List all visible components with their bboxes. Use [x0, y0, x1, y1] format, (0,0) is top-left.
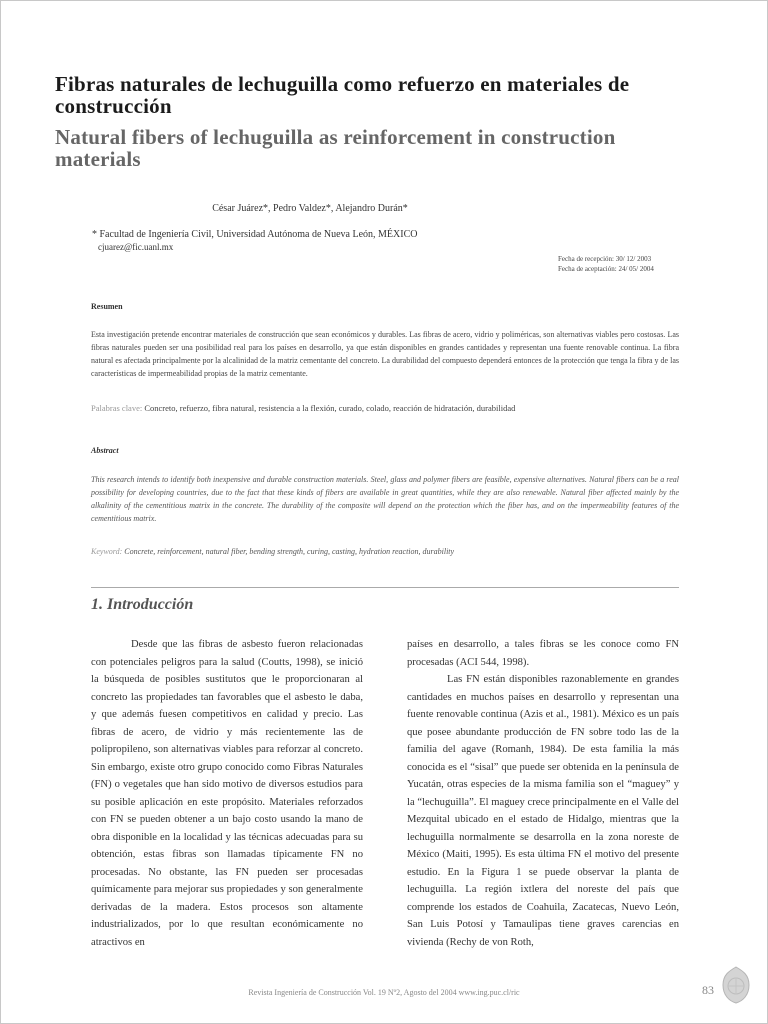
page-number: 83: [702, 983, 714, 997]
section-divider: [91, 587, 679, 588]
title-spanish: Fibras naturales de lechuguilla como refuerzo en materiales de construcción: [55, 72, 630, 118]
resumen-text: Esta investigación pretende encontrar materiales de construcción que sean económicos y durables. Las fibras de acero, vidrio y poliméricas, son alternativas viables pero costosas. Las fibras naturales pueden ser una posibilidad real para los países en desarrollo, ya que están disponibles en grandes cantidades y representan una fuente renovable continua. La fibra natural es afectada principalmente por la alcalinidad de la matriz cementante del concreto. La durabilidad del compuesto dependerá entonces de la protección que tenga la fibra y de las características de impermeabilidad propias de la matriz cementante.: [91, 330, 679, 378]
keywords-text-en: Concrete, reinforcement, natural fiber, bending strength, curing, casting, hydration reaction, durability: [124, 547, 455, 556]
email: cjuarez@fic.uanl.mx: [98, 242, 174, 252]
column-right: [407, 636, 679, 951]
accepted-date: Fecha de aceptación: 24/ 05/ 2004: [558, 265, 654, 273]
keywords-label: Palabras clave:: [91, 403, 143, 413]
intro-paragraph-2: Las FN están disponibles razonablemente en grandes cantidades en muchos países en desarrollo y representan una fuente renovable continua (Azis et al., 1981). México es un país que posee abundante producción de FN sobre todo las de la familia del agave (Romanh, 1984). De esta familia la más conocida es el “sisal” que puede ser obtenida en la península de Yucatán, otras especies de la misma familia son el “maguey” y la “lechuguilla”. El maguey crece principalmente en el Valle del Mezquital ubicado en el estado de Hidalgo, mientras que la lechuguilla normalmente se desarrolla en la zona noreste de México (Maiti, 1995). Es esta última FN el motivo del presente estudio. En la Figura 1 se puede observar la planta de lechuguilla. La región ixtlera del noreste del país que comprende los estados de Coahuila, Zacatecas, Nuevo León, San Luis Potosí y Tamaulipas tiene graves carencias en vivienda (Rechy de von Roth,: [407, 674, 679, 948]
keywords-label-en: Keyword:: [91, 547, 123, 556]
affiliation-block: [92, 228, 652, 254]
abstract-keywords: [91, 545, 679, 558]
keywords-text: Concreto, refuerzo, fibra natural, resistencia a la flexión, curado, colado, reacción de hidratación, durabilidad: [144, 403, 516, 413]
received-date: Fecha de recepción: 30/ 12/ 2003: [558, 255, 652, 263]
resumen-heading: Resumen: [91, 302, 123, 311]
dates-block: [468, 254, 678, 274]
affiliation: * Facultad de Ingeniería Civil, Universidad Autónoma de Nueva León, MÉXICO: [92, 229, 418, 240]
journal-footer: Revista Ingeniería de Construcción Vol. 19 Nº2, Agosto del 2004 www.ing.puc.cl/ric: [248, 988, 520, 997]
title-english: Natural fibers of lechuguilla as reinforcement in construction materials: [55, 125, 616, 171]
column-left: [91, 636, 363, 951]
university-seal-icon: [719, 965, 753, 1005]
introduction-heading: 1. Introducción: [91, 596, 194, 613]
authors: César Juárez*, Pedro Valdez*, Alejandro Durán*: [212, 203, 408, 214]
resumen-keywords: [91, 402, 679, 415]
intro-paragraph-1: Desde que las fibras de asbesto fueron relacionadas con potenciales peligros para la salud (Coutts, 1998), se inició la búsqueda de posibles sustitutos que le proporcionaran al concreto las propiedades tan favorables que el asbesto le daba, y que además fuesen competitivos en calidad y precio. Las fibras de acero, de vidrio y más recientemente las de polipropileno, son alternativas viables para reforzar al concreto. Sin embargo, existe otro grupo conocido como Fibras Naturales (FN) o vegetales que han sido motivo de diversos estudios para su posible aplicación en este propósito. Materiales reforzados con FN se pueden obtener a un bajo costo usando la mano de obra disponible en la localidad y las técnicas adecuadas para su obtención, estas fibras son llamadas típicamente FN no procesadas. No obstante, las FN pueden ser procesadas químicamente para mejorar sus propiedades y son generalmente derivadas de la madera. Estos procesos son altamente industrializados, por lo que resultan económicamente no atractivos en: [91, 639, 363, 948]
abstract-heading: Abstract: [91, 446, 119, 455]
abstract-text: This research intends to identify both inexpensive and durable construction materials. Steel, glass and polymer fibers are feasible, expensive alternatives. Natural fibers can be a real possibility for developing countries, due to the fact that these kinds of fibers are available in great quantities, while they are also renewable. Natural fiber affected mainly by the alkalinity of the cementitious matrix in the concrete. The durability of the composite will depend on the protection which the fiber has, and on the impermeability features of the cementitious matrix.: [91, 475, 679, 523]
intro-paragraph-1-cont: países en desarrollo, a tales fibras se les conoce como FN procesadas (ACI 544, 1998).: [407, 639, 679, 668]
